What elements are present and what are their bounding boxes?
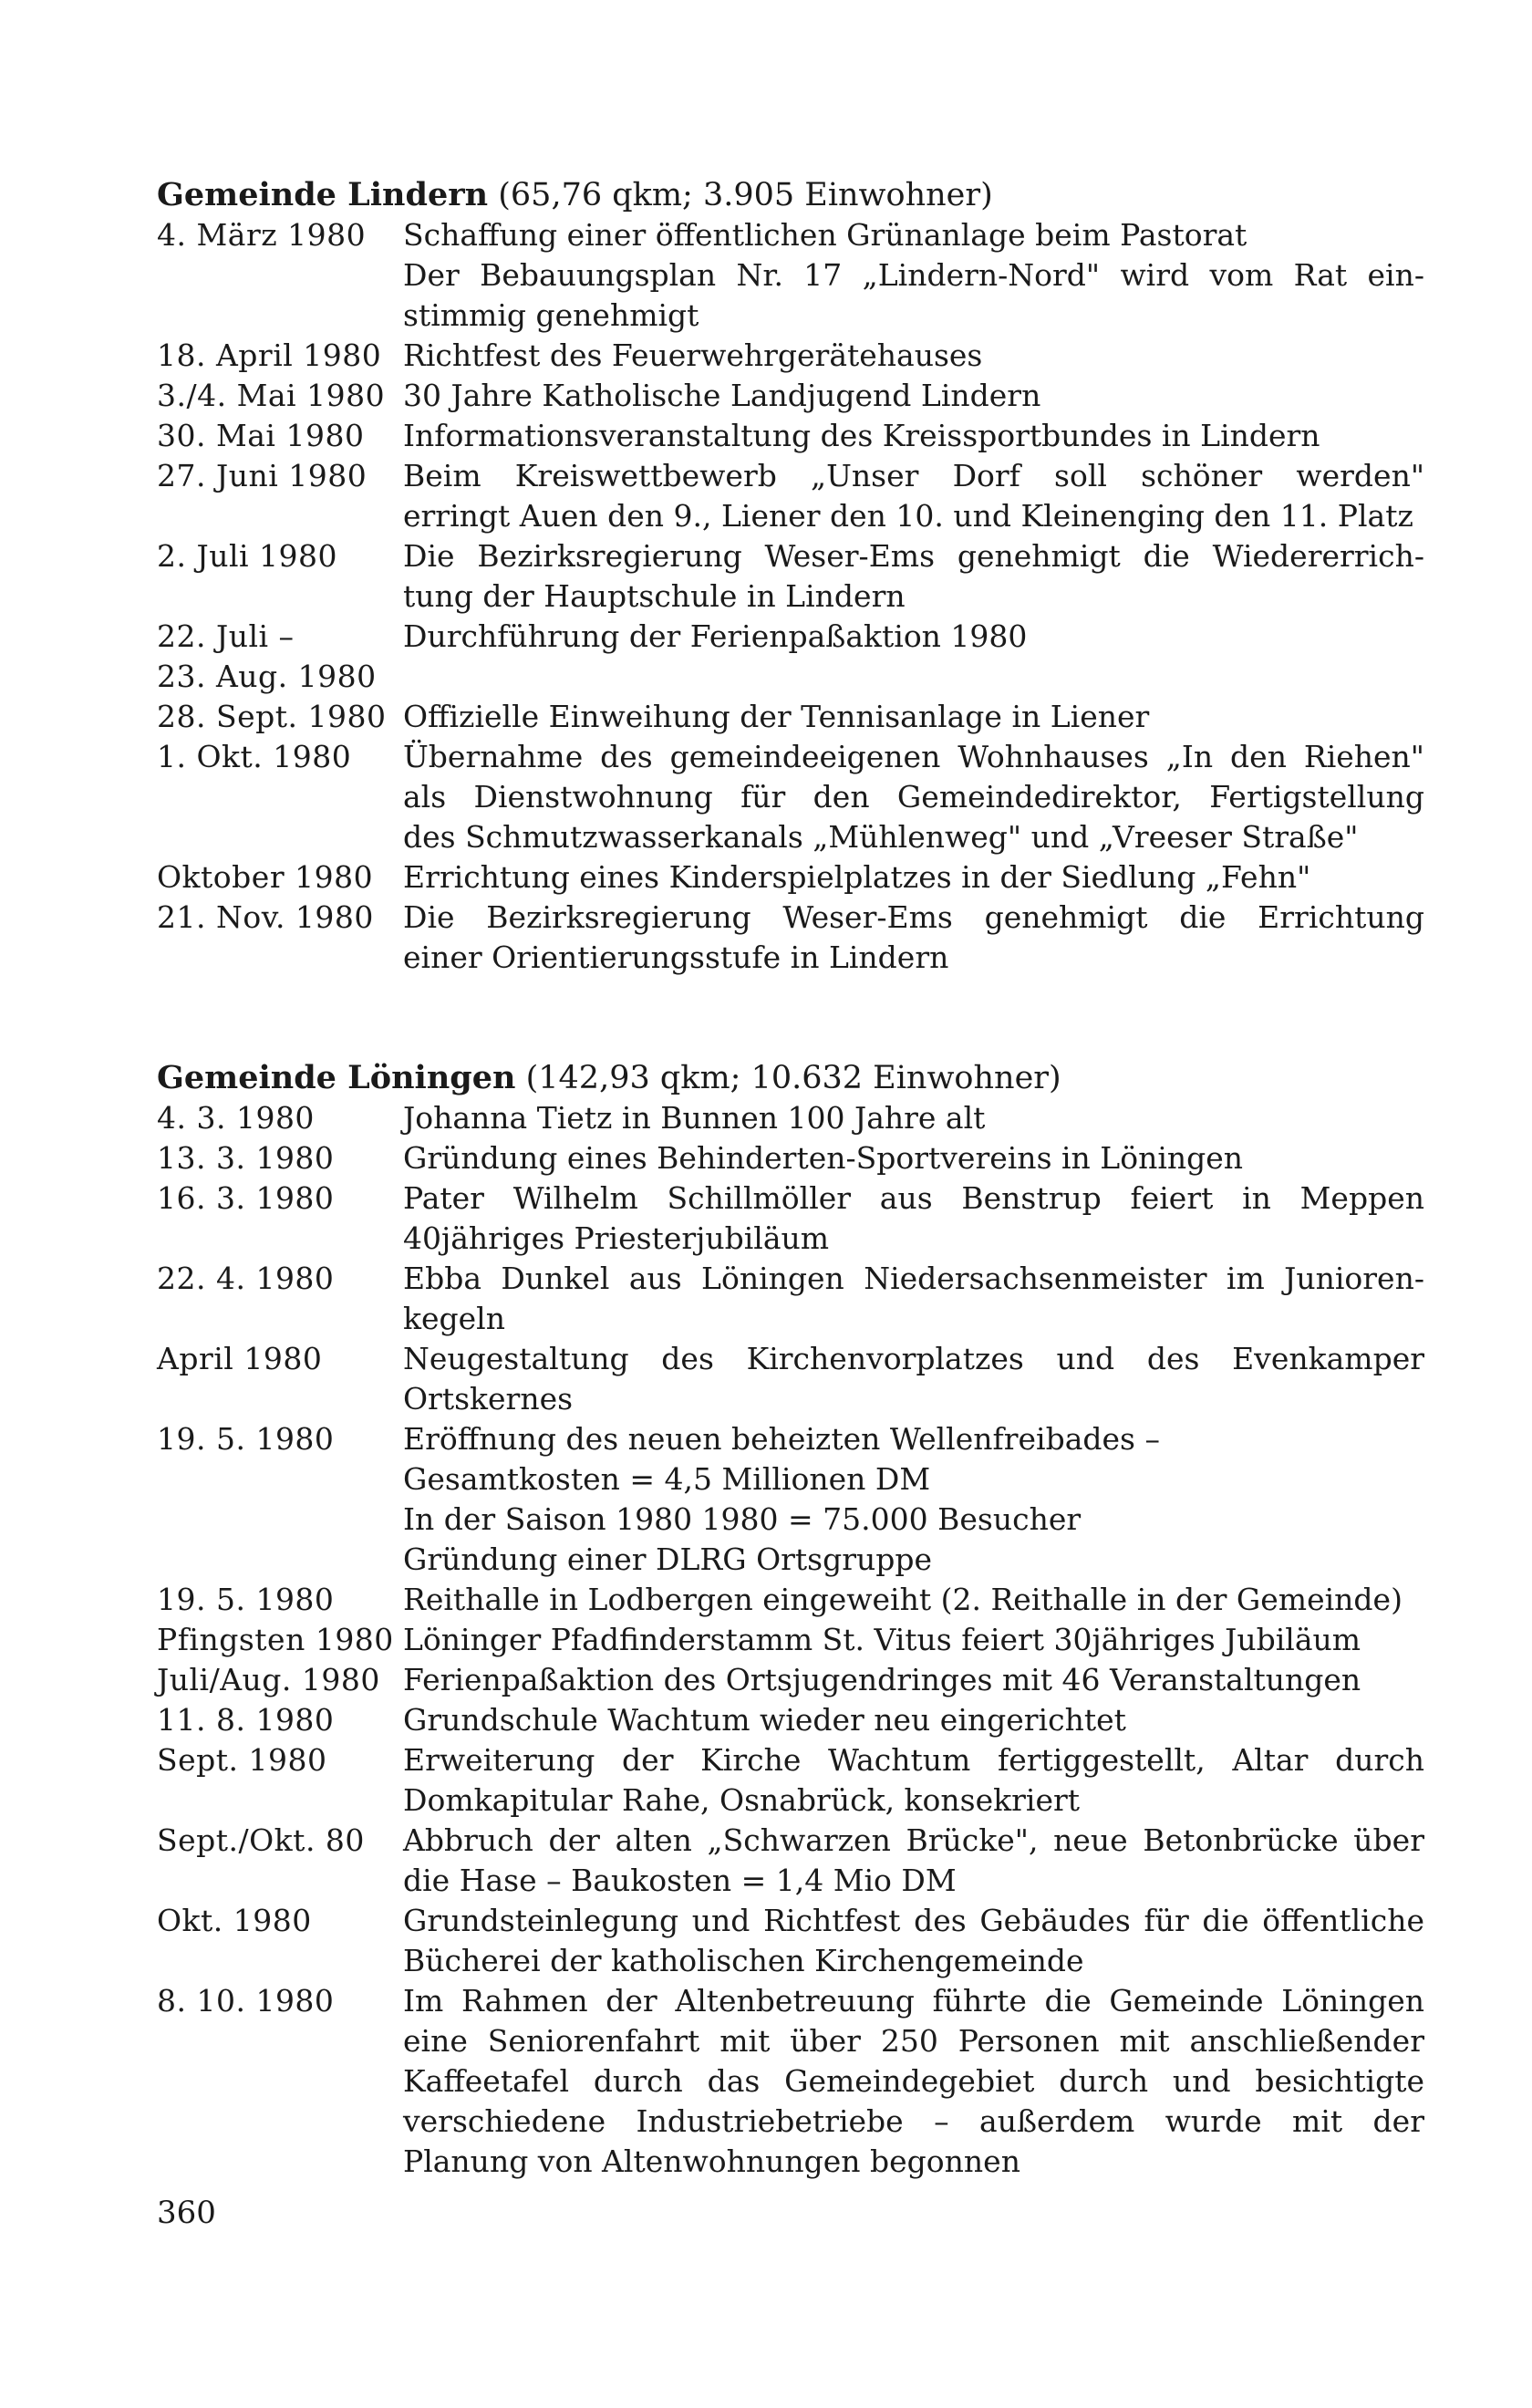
page-number: 360 [157, 2195, 216, 2231]
entry-text [403, 376, 1424, 416]
entry-text [403, 1419, 1424, 1580]
entry-line: Offizielle Einweihung der Tennisanlage in Liener [403, 699, 1150, 734]
entry-text [403, 1580, 1424, 1620]
entry-text [403, 657, 1424, 697]
entry-line: Informationsveranstaltung des Kreissportbundes in Lindern [403, 418, 1320, 453]
chronicle-entry [157, 1138, 1424, 1178]
entry-date: 22. 4. 1980 [157, 1261, 335, 1296]
entry-line: Übernahme des gemeindeeigenen Wohnhauses „In den Riehen" [403, 739, 1424, 774]
entry-date: 19. 5. 1980 [157, 1582, 335, 1617]
chronicle-entry [157, 536, 1424, 617]
entry-line: Abbruch der alten „Schwarzen Brücke", neue Betonbrücke über [403, 1822, 1424, 1858]
chronicle-entry [157, 416, 1424, 456]
entry-date: 22. Juli – [157, 618, 295, 654]
entry-line: 30 Jahre Katholische Landjugend Lindern [403, 378, 1041, 413]
chronicle-entry [157, 336, 1424, 376]
entry-line: In der Saison 1980 1980 = 75.000 Besucher [403, 1501, 1082, 1537]
entry-text [403, 1339, 1424, 1419]
section-title [157, 1058, 1424, 1098]
entry-date: Oktober 1980 [157, 859, 374, 895]
entry-line: Eröffnung des neuen beheizten Wellenfreibades – [403, 1421, 1160, 1457]
entry-line: Durchführung der Ferienpaßaktion 1980 [403, 618, 1028, 654]
entry-line: verschiedene Industriebetriebe – außerdem wurde mit der [403, 2103, 1424, 2139]
chronicle-entry [157, 1740, 1424, 1821]
entry-text [403, 697, 1424, 737]
entry-line: Johanna Tietz in Bunnen 100 Jahre alt [403, 1100, 986, 1136]
entry-date: 18. April 1980 [157, 337, 382, 373]
entry-date: April 1980 [157, 1341, 323, 1376]
entry-date: 28. Sept. 1980 [157, 699, 387, 734]
entry-text [403, 336, 1424, 376]
entry-text [403, 1259, 1424, 1339]
entry-line: Ferienpaßaktion des Ortsjugendringes mit 46 Veranstaltungen [403, 1662, 1361, 1697]
chronicle-entry [157, 1700, 1424, 1740]
chronicle-entry [157, 1419, 1424, 1580]
chronicle-entry [157, 857, 1424, 898]
entry-line: Ortskernes [403, 1381, 574, 1417]
entry-text [403, 1660, 1424, 1700]
entry-line: Richtfest des Feuerwehrgerätehauses [403, 337, 983, 373]
entry-line: Im Rahmen der Altenbetreuung führte die Gemeinde Löningen [403, 1983, 1424, 2019]
entry-line: Erweiterung der Kirche Wachtum fertiggestellt, Altar durch [403, 1742, 1424, 1778]
entry-line: Schaffung einer öffentlichen Grünanlage beim Pastorat [403, 217, 1247, 253]
section-info: (65,76 qkm; 3.905 Einwohner) [498, 177, 993, 213]
entry-text [403, 1740, 1424, 1821]
entry-date: 8. 10. 1980 [157, 1983, 335, 2019]
entry-line: kegeln [403, 1301, 505, 1336]
chronicle-entry [157, 215, 1424, 336]
entry-line: Gründung einer DLRG Ortsgruppe [403, 1541, 933, 1577]
entry-text [403, 1700, 1424, 1740]
chronicle-entry [157, 1821, 1424, 1901]
chronicle-entry [157, 1098, 1424, 1138]
entry-line: Der Bebauungsplan Nr. 17 „Lindern-Nord" wird vom Rat ein- [403, 257, 1424, 293]
chronicle-entry [157, 1339, 1424, 1419]
entry-text [403, 898, 1424, 978]
entry-text [403, 456, 1424, 536]
entry-date: 11. 8. 1980 [157, 1702, 335, 1738]
entry-text [403, 1138, 1424, 1178]
entry-line: als Dienstwohnung für den Gemeindedirektor, Fertigstellung [403, 779, 1424, 815]
entry-text [403, 1821, 1424, 1901]
entry-line: Die Bezirksregierung Weser-Ems genehmigt die Errichtung [403, 899, 1424, 935]
entry-line: Gesamtkosten = 4,5 Millionen DM [403, 1461, 931, 1497]
entry-text [403, 1901, 1424, 1981]
chronicle-entry [157, 1580, 1424, 1620]
entry-text [403, 1098, 1424, 1138]
entry-text [403, 617, 1424, 657]
entry-date: 2. Juli 1980 [157, 538, 338, 574]
entry-date: 4. März 1980 [157, 217, 367, 253]
entry-date: Juli/Aug. 1980 [157, 1662, 380, 1697]
entry-date: Sept. 1980 [157, 1742, 327, 1778]
entry-date: 13. 3. 1980 [157, 1140, 335, 1176]
section-lindern [157, 175, 1424, 978]
chronicle-entry [157, 376, 1424, 416]
entry-text [403, 1981, 1424, 2182]
chronicle-entry [157, 617, 1424, 657]
entry-text [403, 416, 1424, 456]
chronicle-entry [157, 456, 1424, 536]
entry-date: 23. Aug. 1980 [157, 659, 377, 694]
entry-text [403, 536, 1424, 617]
entry-line: einer Orientierungsstufe in Lindern [403, 939, 949, 975]
entry-text [403, 1178, 1424, 1259]
entry-line: Planung von Altenwohnungen begonnen [403, 2143, 1020, 2179]
chronicle-entry [157, 1901, 1424, 1981]
chronicle-entry [157, 1620, 1424, 1660]
section-name: Gemeinde Lindern [157, 176, 489, 213]
entry-text [403, 737, 1424, 857]
entry-line: erringt Auen den 9., Liener den 10. und Kleinenging den 11. Platz [403, 498, 1413, 534]
chronicle-entry [157, 1259, 1424, 1339]
entry-line: Grundsteinlegung und Richtfest des Gebäudes für die öffentliche [403, 1903, 1424, 1938]
entry-line: Bücherei der katholischen Kirchengemeinde [403, 1943, 1084, 1978]
chronicle-entry [157, 697, 1424, 737]
entry-date: 1. Okt. 1980 [157, 739, 352, 774]
section-name: Gemeinde Löningen [157, 1059, 516, 1096]
entry-line: Beim Kreiswettbewerb „Unser Dorf soll schöner werden" [403, 458, 1424, 493]
entry-date: 21. Nov. 1980 [157, 899, 374, 935]
entry-line: stimmig genehmigt [403, 297, 699, 333]
entry-text [403, 1620, 1424, 1660]
chronicle-entry [157, 1178, 1424, 1259]
entry-text [403, 857, 1424, 898]
chronicle-entry [157, 1981, 1424, 2182]
entry-line: Reithalle in Lodbergen eingeweiht (2. Reithalle in der Gemeinde) [403, 1582, 1403, 1617]
section-title [157, 175, 1424, 215]
entry-line: des Schmutzwasserkanals „Mühlenweg" und „Vreeser Straße" [403, 819, 1359, 855]
chronicle-entry [157, 657, 1424, 697]
entry-line: Domkapitular Rahe, Osnabrück, konsekriert [403, 1782, 1081, 1818]
section-loeningen [157, 1058, 1424, 2182]
section-spacer [157, 978, 1424, 1058]
chronicle-entry [157, 898, 1424, 978]
entry-line: Die Bezirksregierung Weser-Ems genehmigt die Wiedererrich- [403, 538, 1424, 574]
entry-line: Ebba Dunkel aus Löningen Niedersachsenmeister im Junioren- [403, 1261, 1424, 1296]
entry-line: Errichtung eines Kinderspielplatzes in der Siedlung „Fehn" [403, 859, 1311, 895]
entry-date: 3./4. Mai 1980 [157, 378, 386, 413]
chronicle-entry [157, 737, 1424, 857]
entry-line: Pater Wilhelm Schillmöller aus Benstrup feiert in Meppen [403, 1180, 1424, 1216]
entry-date: 19. 5. 1980 [157, 1421, 335, 1457]
entry-date: Pfingsten 1980 [157, 1622, 394, 1657]
document-page [157, 175, 1424, 2182]
entry-text [403, 215, 1424, 336]
entry-line: die Hase – Baukosten = 1,4 Mio DM [403, 1863, 957, 1898]
entry-date: 30. Mai 1980 [157, 418, 365, 453]
entry-date: Okt. 1980 [157, 1903, 312, 1938]
entry-line: Gründung eines Behinderten-Sportvereins in Löningen [403, 1140, 1244, 1176]
entry-date: 16. 3. 1980 [157, 1180, 335, 1216]
entry-line: Neugestaltung des Kirchenvorplatzes und des Evenkamper [403, 1341, 1424, 1376]
entry-date: 4. 3. 1980 [157, 1100, 315, 1136]
entry-date: Sept./Okt. 80 [157, 1822, 365, 1858]
entry-line: Löninger Pfadfinderstamm St. Vitus feiert 30jähriges Jubiläum [403, 1622, 1361, 1657]
entry-line: eine Seniorenfahrt mit über 250 Personen mit anschließender [403, 2023, 1424, 2059]
entry-line [403, 657, 1424, 697]
section-info: (142,93 qkm; 10.632 Einwohner) [525, 1060, 1061, 1096]
entry-line: tung der Hauptschule in Lindern [403, 578, 906, 614]
entry-line: Kaffeetafel durch das Gemeindegebiet durch und besichtigte [403, 2063, 1424, 2099]
entry-line: 40jähriges Priesterjubiläum [403, 1220, 830, 1256]
entry-date: 27. Juni 1980 [157, 458, 367, 493]
chronicle-entry [157, 1660, 1424, 1700]
entry-line: Grundschule Wachtum wieder neu eingerichtet [403, 1702, 1126, 1738]
